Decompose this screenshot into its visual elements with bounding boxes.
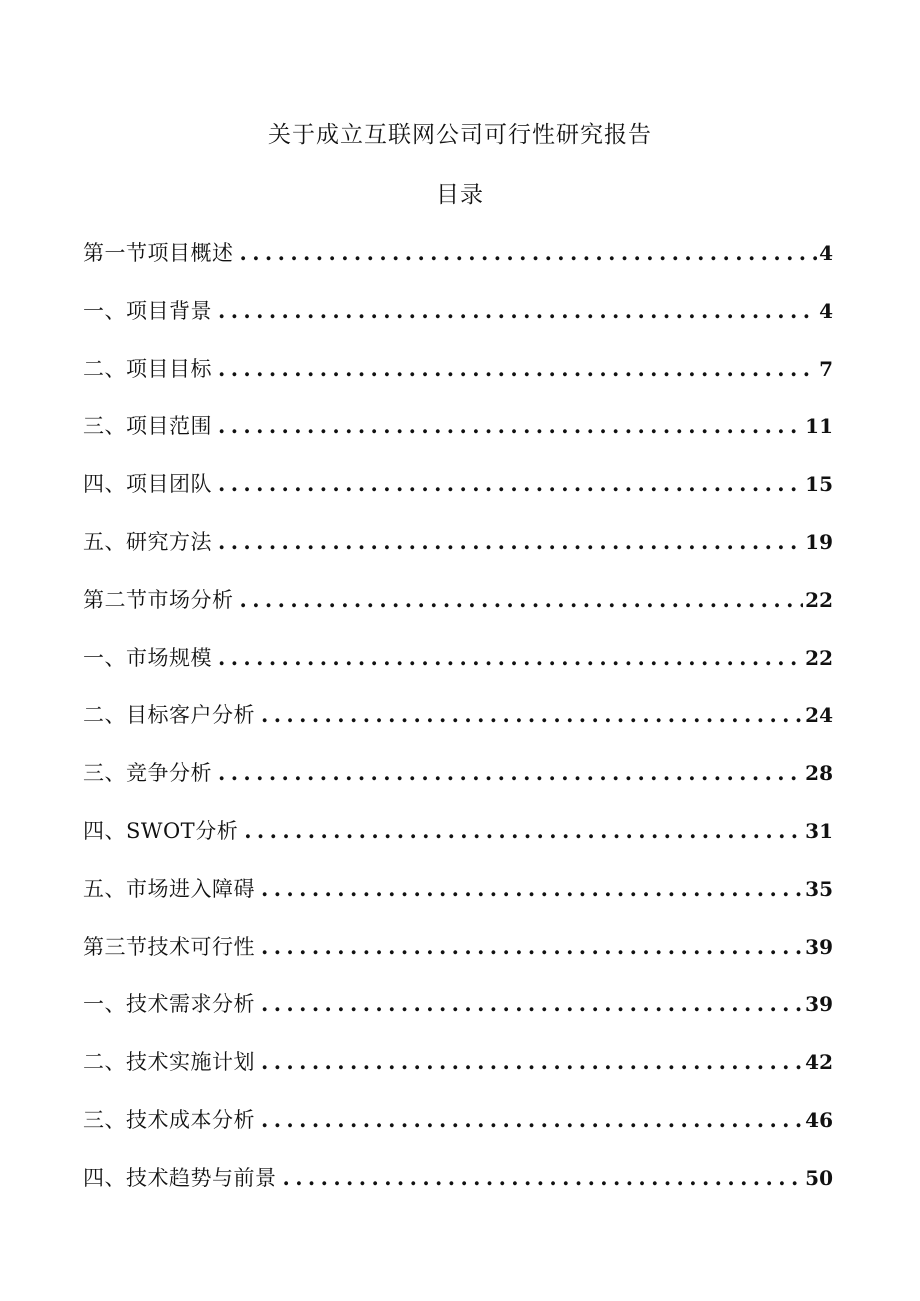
toc-entry-label: 二、项目目标: [83, 356, 212, 381]
toc-entry-page: 46: [805, 1107, 833, 1132]
toc-entry-page: 39: [805, 934, 833, 959]
toc-entry-page: 42: [805, 1050, 833, 1075]
toc-entry-page: 24: [805, 703, 833, 728]
toc-entry-page: 11: [805, 414, 833, 439]
toc-entry-page: 39: [805, 992, 833, 1017]
table-of-contents: [83, 236, 833, 1219]
toc-entry-label: 五、市场进入障碍: [83, 876, 255, 901]
toc-entry[interactable]: [83, 756, 833, 814]
toc-entry[interactable]: [83, 930, 833, 988]
toc-entry-page: 31: [805, 818, 833, 843]
toc-entry-page: 50: [805, 1165, 833, 1190]
toc-entry-label: 三、技术成本分析: [83, 1107, 255, 1132]
toc-entry-page: 22: [805, 645, 833, 670]
toc-entry-page: 19: [805, 529, 833, 554]
toc-leader-dots: [261, 987, 803, 1021]
toc-entry-page: 35: [805, 876, 833, 901]
toc-entry[interactable]: [83, 814, 833, 872]
toc-entry-label: 第一节项目概述: [83, 241, 234, 265]
toc-entry-label: 第三节技术可行性: [83, 934, 255, 959]
toc-entry-page: 28: [805, 761, 833, 786]
toc-leader-dots: [283, 1161, 804, 1195]
toc-entry[interactable]: [83, 1161, 833, 1219]
toc-entry[interactable]: [83, 467, 833, 525]
toc-entry-label: 四、SWOT分析: [83, 818, 239, 843]
toc-entry-label: 四、项目团队: [83, 472, 212, 497]
toc-leader-dots: [218, 409, 803, 443]
toc-entry[interactable]: [83, 583, 833, 641]
toc-entry[interactable]: [83, 641, 833, 699]
toc-leader-dots: [218, 641, 803, 675]
toc-leader-dots: [261, 930, 803, 964]
toc-leader-dots: [218, 294, 817, 328]
toc-leader-dots: [218, 525, 803, 559]
toc-entry[interactable]: [83, 236, 833, 294]
toc-entry-label: 三、竞争分析: [83, 761, 212, 786]
toc-leader-dots: [218, 352, 817, 386]
toc-leader-dots: [261, 1045, 803, 1079]
toc-entry[interactable]: [83, 1103, 833, 1161]
document-title: 关于成立互联网公司可行性研究报告: [268, 122, 652, 148]
toc-entry[interactable]: [83, 872, 833, 930]
toc-entry-label: 二、技术实施计划: [83, 1050, 255, 1075]
toc-entry[interactable]: [83, 1045, 833, 1103]
toc-leader-dots: [261, 1103, 803, 1137]
toc-entry-label: 五、研究方法: [83, 529, 212, 554]
toc-leader-dots: [240, 236, 818, 270]
toc-leader-dots: [218, 467, 803, 501]
toc-entry-page: 15: [805, 472, 833, 497]
toc-entry-label: 一、市场规模: [83, 645, 212, 670]
toc-entry[interactable]: [83, 352, 833, 410]
toc-entry-label: 一、技术需求分析: [83, 992, 255, 1017]
toc-entry-page: 22: [805, 587, 833, 612]
toc-entry[interactable]: [83, 294, 833, 352]
toc-entry-label: 三、项目范围: [83, 414, 212, 439]
toc-entry-page: 4: [819, 241, 833, 265]
toc-leader-dots: [240, 583, 804, 617]
toc-heading: 目录: [436, 182, 484, 208]
toc-entry-label: 二、目标客户分析: [83, 703, 255, 728]
toc-leader-dots: [261, 872, 803, 906]
toc-entry-page: 7: [819, 356, 833, 381]
toc-leader-dots: [218, 756, 803, 790]
toc-entry-label: 四、技术趋势与前景: [83, 1165, 277, 1190]
toc-entry[interactable]: [83, 698, 833, 756]
toc-leader-dots: [261, 698, 803, 732]
toc-leader-dots: [244, 814, 803, 848]
toc-entry-label: 一、项目背景: [83, 298, 212, 323]
toc-entry[interactable]: [83, 525, 833, 583]
toc-entry-page: 4: [819, 298, 833, 323]
toc-entry[interactable]: [83, 987, 833, 1045]
toc-entry[interactable]: [83, 409, 833, 467]
toc-entry-label: 第二节市场分析: [83, 587, 234, 612]
